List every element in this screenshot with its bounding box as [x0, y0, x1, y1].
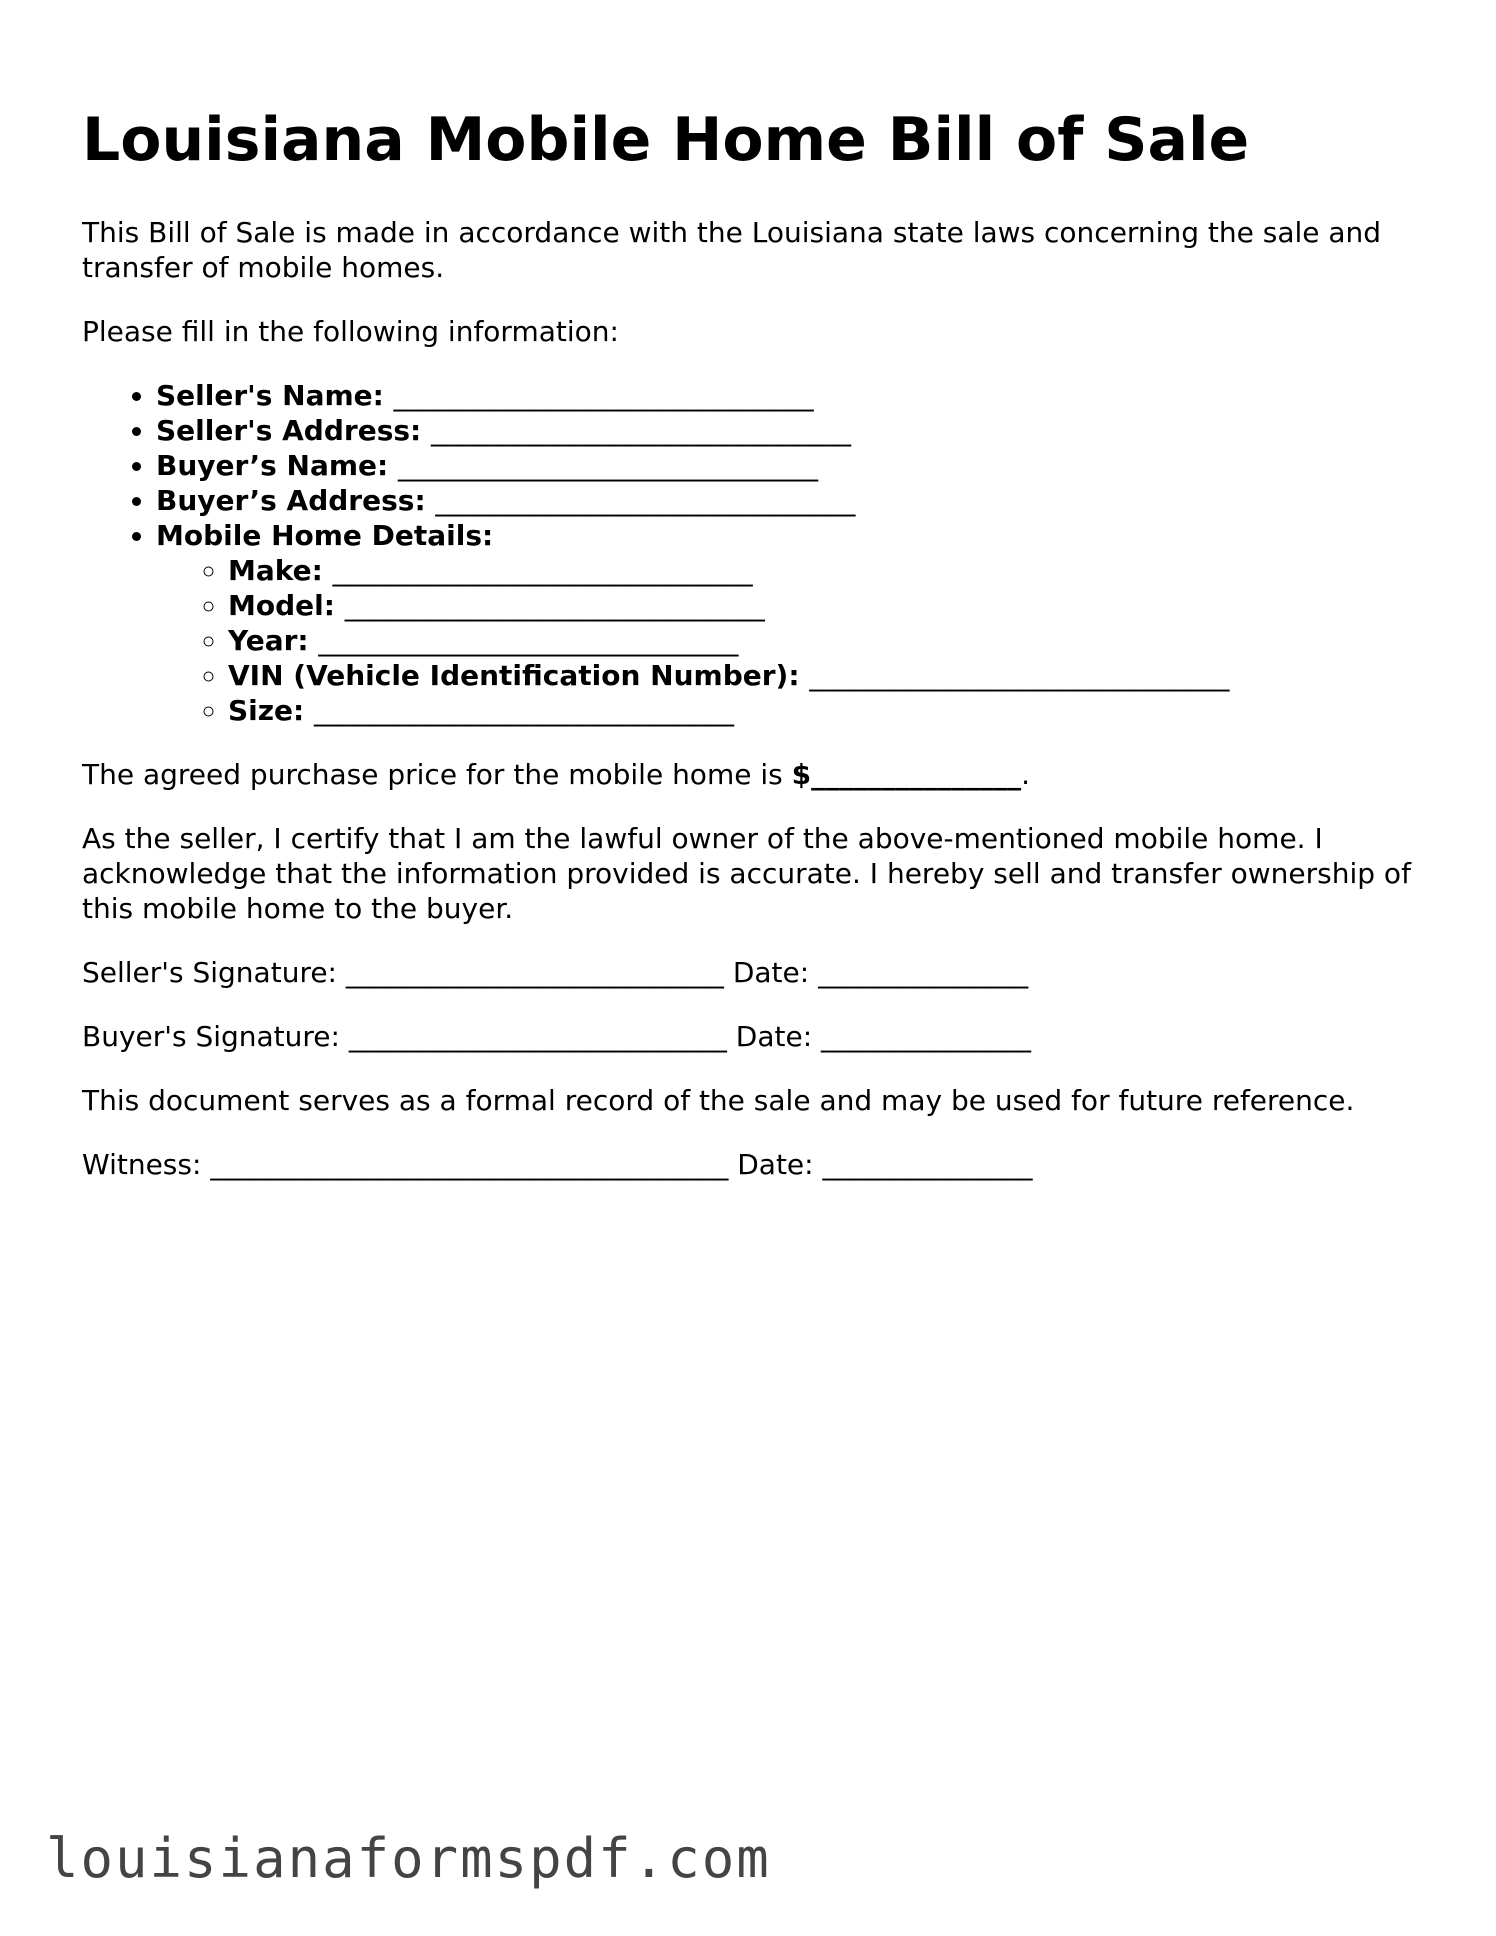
seller-date-blank[interactable]: _______________ — [818, 956, 1029, 989]
list-item-seller-address — [156, 413, 1422, 448]
list-item-buyer-address — [156, 483, 1422, 518]
seller-signature-blank[interactable]: ___________________________ — [345, 956, 724, 989]
field-label: Seller's Address: — [156, 414, 422, 447]
price-suffix: . — [1021, 758, 1031, 791]
seller-date-label: Date: — [732, 956, 810, 989]
list-item-year — [228, 623, 1422, 658]
field-label: Buyer’s Name: — [156, 449, 389, 482]
field-label: Buyer’s Address: — [156, 484, 426, 517]
list-item-model — [228, 588, 1422, 623]
list-item-seller-name — [156, 378, 1422, 413]
field-label: Seller's Name: — [156, 379, 384, 412]
field-label: Size: — [228, 694, 305, 727]
field-label: Mobile Home Details: — [156, 519, 494, 552]
record-note-paragraph: This document serves as a formal record of the sale and may be used for future reference. — [82, 1084, 1355, 1117]
buyer-date-blank[interactable]: _______________ — [821, 1020, 1032, 1053]
model-blank[interactable]: ______________________________ — [344, 589, 765, 622]
buyer-date-label: Date: — [735, 1020, 813, 1053]
witness-signature-blank[interactable]: _____________________________________ — [210, 1148, 729, 1181]
page-title: Louisiana Mobile Home Bill of Sale — [82, 105, 1250, 175]
vin-blank[interactable]: ______________________________ — [809, 659, 1230, 692]
size-blank[interactable]: ______________________________ — [314, 694, 734, 727]
buyer-signature-line — [82, 1019, 1422, 1054]
instruction-text: Please fill in the following information: — [82, 315, 619, 348]
list-item-buyer-name — [156, 448, 1422, 483]
witness-label: Witness: — [82, 1148, 202, 1181]
seller-address-blank[interactable]: ______________________________ — [430, 414, 851, 447]
buyer-address-blank[interactable]: ______________________________ — [435, 484, 856, 517]
field-label: Year: — [228, 624, 309, 657]
seller-name-blank[interactable]: ______________________________ — [393, 379, 814, 412]
list-item-make — [228, 553, 1422, 588]
details-sublist — [156, 553, 1422, 728]
list-item-size — [228, 693, 1422, 728]
field-label: Make: — [228, 554, 323, 587]
witness-signature-line — [82, 1147, 1422, 1182]
site-watermark: louisianaformspdf.com — [46, 1827, 771, 1890]
year-blank[interactable]: ______________________________ — [318, 624, 739, 657]
list-item-vin — [228, 658, 1422, 693]
make-blank[interactable]: ______________________________ — [332, 554, 753, 587]
seller-signature-label: Seller's Signature: — [82, 956, 337, 989]
field-label: Model: — [228, 589, 335, 622]
certification-paragraph: As the seller, I certify that I am the lawful owner of the above-mentioned mobile home. I acknowledge that the information provided is accurate. I hereby sell and transfer ownership of this mobile home to the buyer. — [82, 822, 1411, 925]
price-amount-blank[interactable]: $_______________ — [791, 758, 1022, 791]
list-item-mobile-home-details — [156, 518, 1422, 728]
seller-signature-line — [82, 955, 1422, 990]
buyer-name-blank[interactable]: ______________________________ — [398, 449, 818, 482]
buyer-signature-blank[interactable]: ___________________________ — [348, 1020, 727, 1053]
intro-paragraph: This Bill of Sale is made in accordance with the Louisiana state laws concerning the sale and transfer of mobile homes. — [82, 216, 1382, 284]
witness-date-blank[interactable]: _______________ — [822, 1148, 1033, 1181]
field-label: VIN (Vehicle Identification Number): — [228, 659, 800, 692]
price-prefix: The agreed purchase price for the mobile home is — [82, 758, 792, 791]
document-body — [82, 215, 1422, 1211]
buyer-signature-label: Buyer's Signature: — [82, 1020, 340, 1053]
purchase-price-line — [82, 757, 1422, 792]
fields-list — [82, 378, 1422, 728]
witness-date-label: Date: — [737, 1148, 814, 1181]
